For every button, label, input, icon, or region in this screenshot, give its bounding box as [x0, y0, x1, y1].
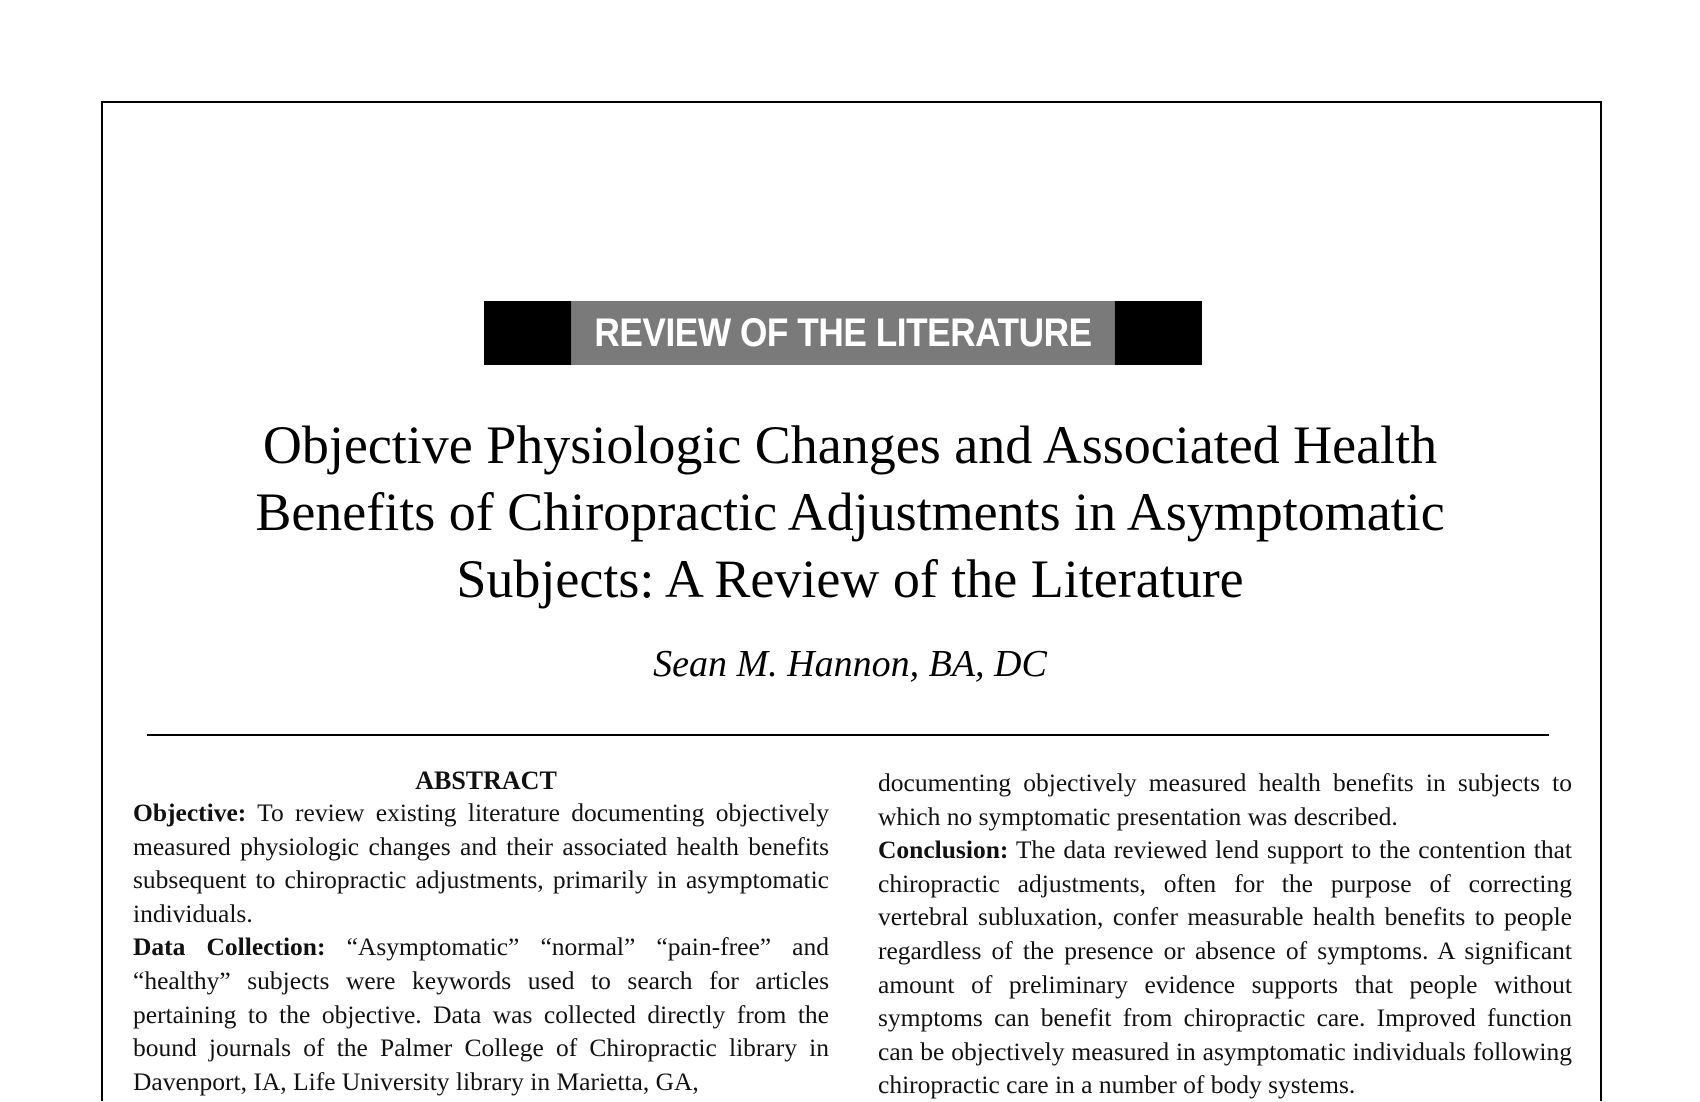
abstract-paragraph-results-continued	[878, 766, 1572, 833]
section-banner	[484, 301, 1202, 365]
section-banner-label: REVIEW OF THE LITERATURE	[571, 301, 1115, 365]
abstract-paragraph-data-collection	[133, 930, 829, 1098]
article-title	[150, 412, 1550, 613]
article-title-line: Subjects: A Review of the Literature	[456, 549, 1244, 609]
article-title-line: Benefits of Chiropractic Adjustments in Asymptomatic	[255, 482, 1445, 542]
abstract-paragraph-objective	[133, 796, 829, 930]
paragraph-text: To review existing literature documenting objectively measured physiologic changes and their associated health benefits subsequent to chiropractic adjustments, primarily in asymptomatic individuals.	[133, 798, 829, 928]
abstract-right-column	[878, 766, 1572, 1102]
article-author: Sean M. Hannon, BA, DC	[653, 643, 1047, 685]
paragraph-text: documenting objectively measured health benefits in subjects to which no symptomatic presentation was described.	[878, 768, 1572, 831]
abstract-paragraph-conclusion	[878, 833, 1572, 1102]
paragraph-lead: Conclusion:	[878, 835, 1009, 865]
abstract-heading: ABSTRACT	[415, 766, 557, 795]
abstract-left-column	[133, 766, 829, 1098]
paragraph-text: The data reviewed lend support to the contention that chiropractic adjustments, often for the purpose of correcting vertebral subluxation, confer measurable health benefits to people regardless of the presence or absence of symptoms. A significant amount of preliminary evidence supports that people without symptoms can benefit from chiropractic care. Improved function can be objectively measured in asymptomatic individuals following chiropractic care in a number of body systems.	[878, 835, 1572, 1100]
paragraph-text: “Asymptomatic” “normal” “pain-free” and “healthy” subjects were keywords used to search for articles pertaining to the objective. Data was collected directly from the bound journals of the Palmer College of Chiropractic library in Davenport, IA, Life University library in Marietta, GA,	[133, 932, 829, 1096]
header-divider	[147, 734, 1549, 736]
paragraph-lead: Data Collection:	[133, 932, 326, 962]
article-title-line: Objective Physiologic Changes and Associated Health	[262, 415, 1438, 475]
paragraph-lead: Objective:	[133, 798, 247, 827]
